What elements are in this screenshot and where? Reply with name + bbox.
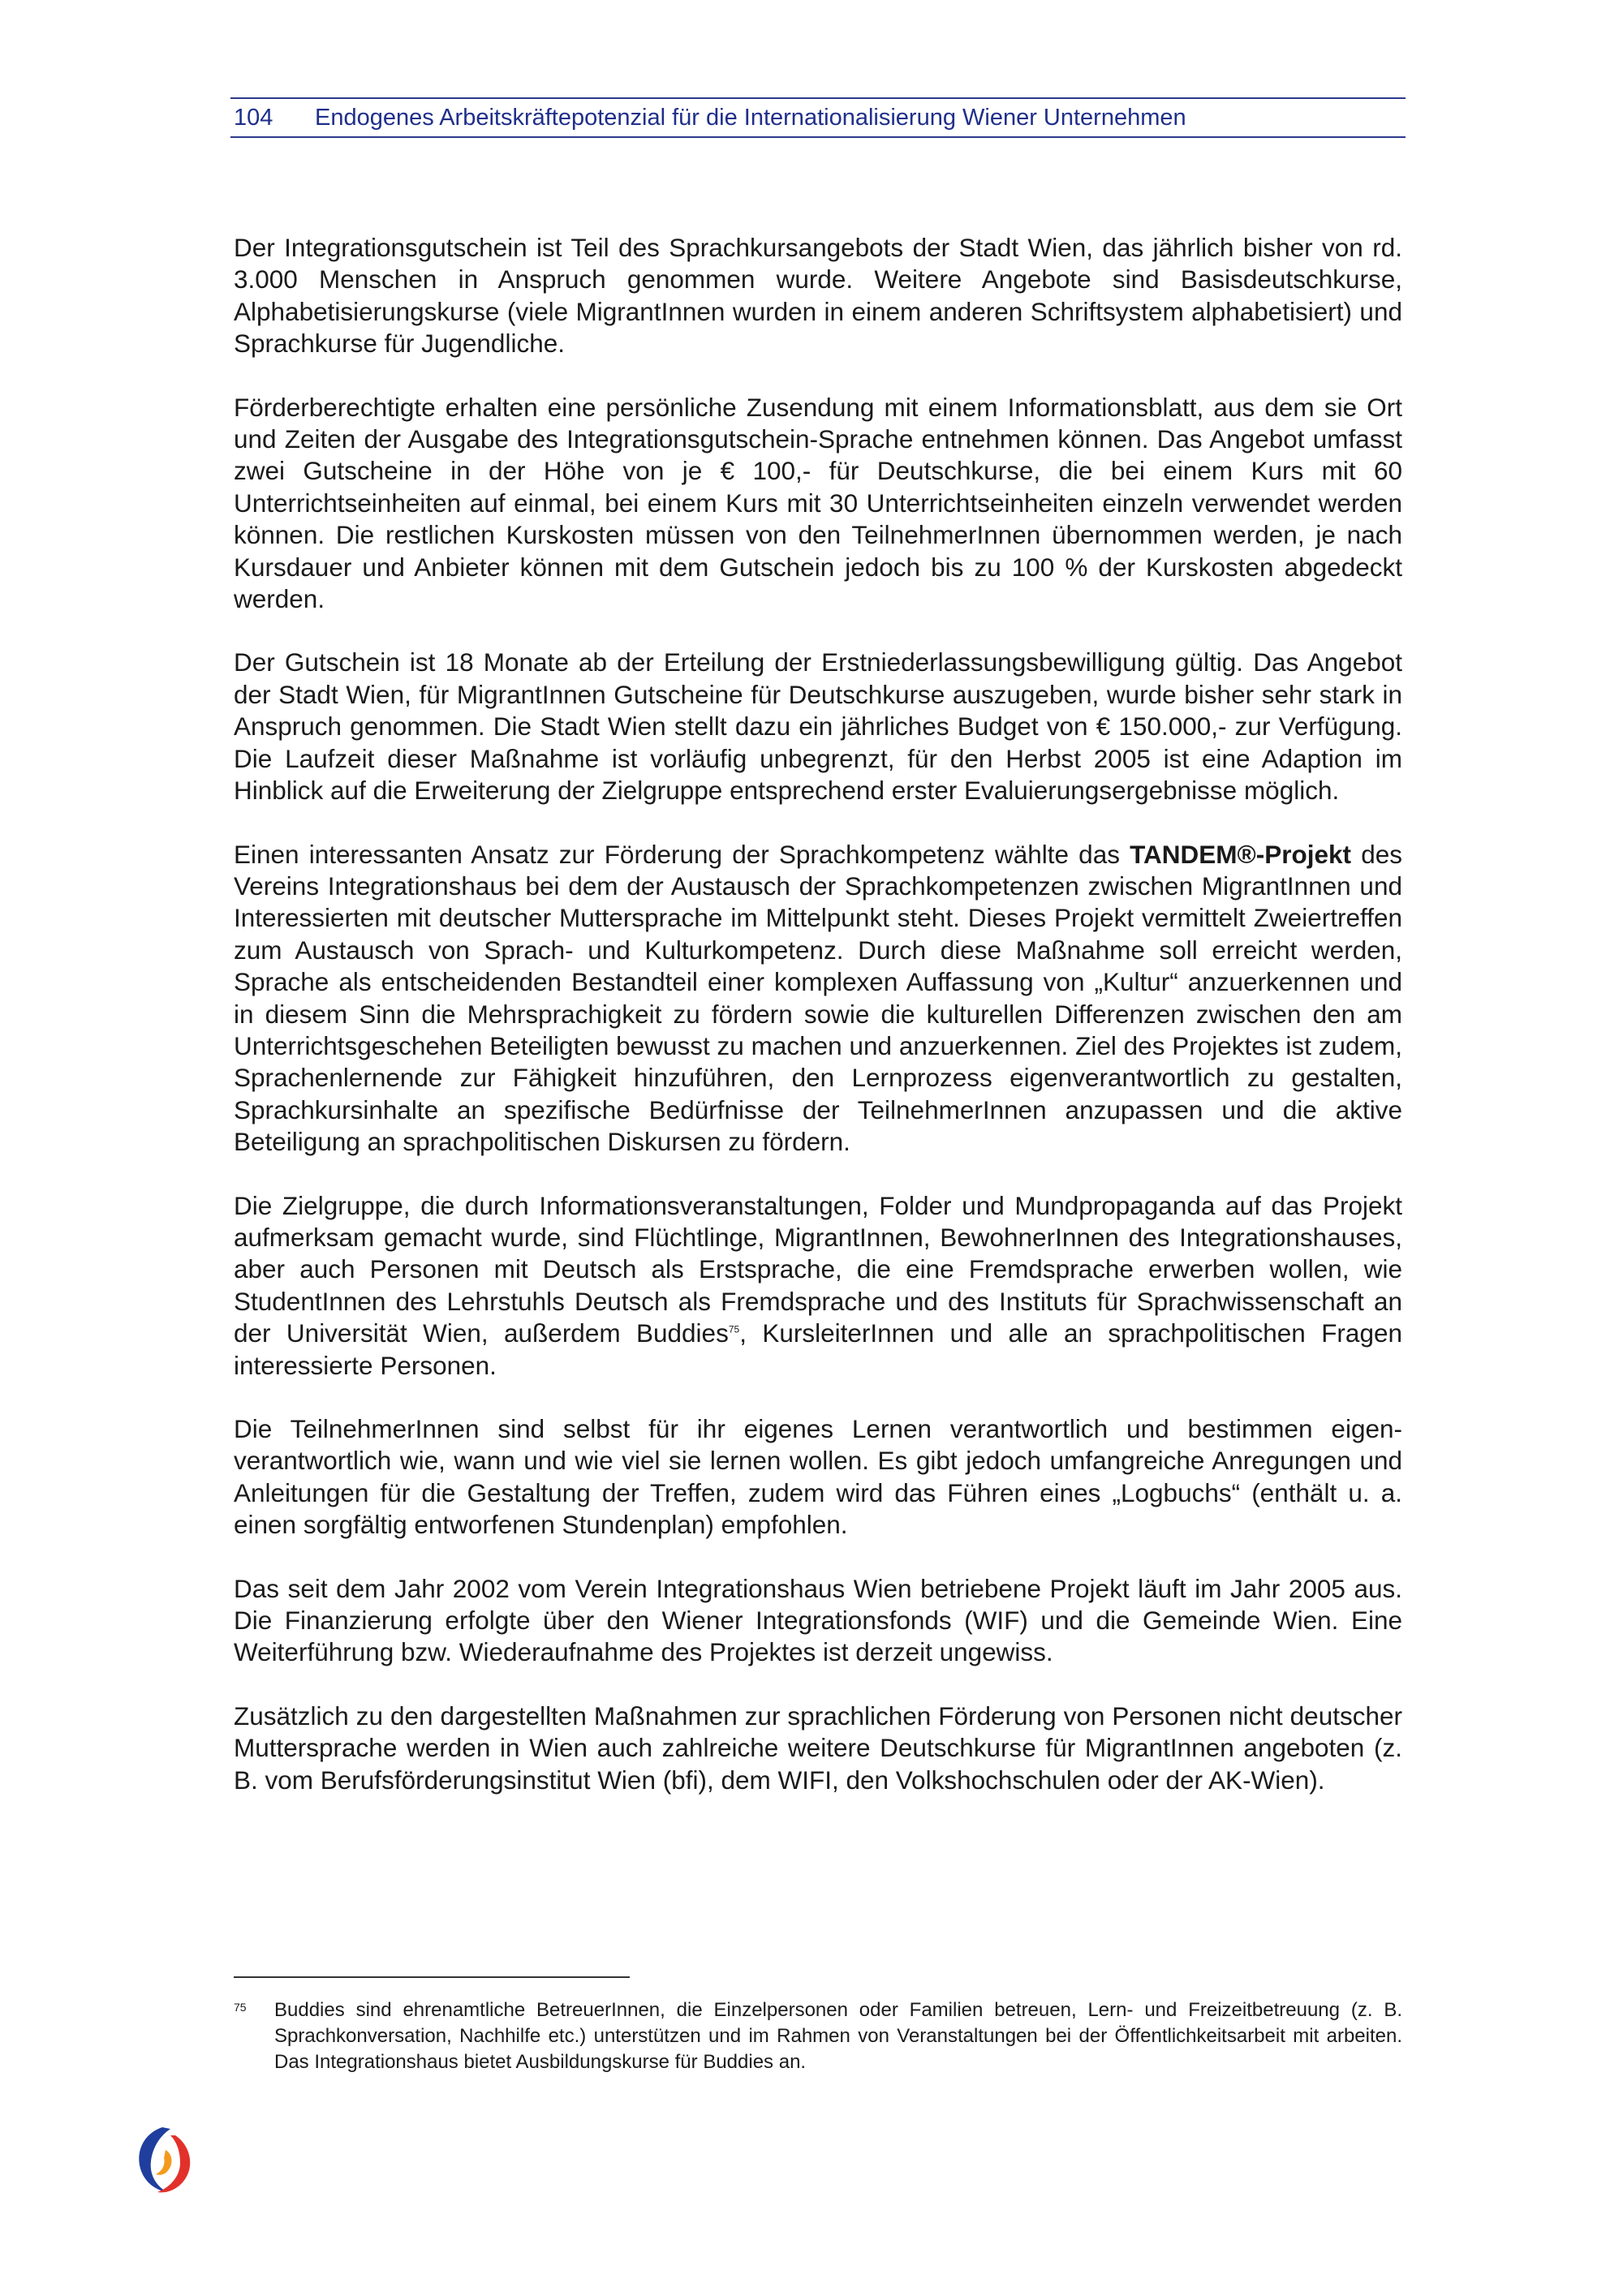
footnote-number: 75 (234, 2001, 247, 2014)
paragraph-5 (234, 1190, 1402, 1382)
footnote (234, 1997, 1402, 2075)
tandem-project-name: TANDEM®-Projekt (1130, 839, 1352, 869)
paragraph-4 (234, 839, 1402, 1159)
footnote-separator (234, 1976, 630, 1978)
paragraph-8: Zusätzlich zu den dargestellten Maßnahmen zur sprachlichen Förderung von Personen nicht deutscher Muttersprache werden in Wien auch zahlreiche weitere Deutschkurse für MigrantInnen angeboten (z. B. vom Berufsförderungsinstitut Wien (bfi), dem WIFI, den Volkshochschulen oder der AK-Wien). (234, 1701, 1402, 1795)
logo-graphic (130, 2118, 198, 2199)
paragraph-4-lead: Einen interessanten Ansatz zur Förderung der Sprachkompetenz wählte das (234, 839, 1130, 869)
paragraph-2: Förderberechtigte erhalten eine persönliche Zusendung mit einem Informationsblatt, aus dem sie Ort und Zeiten der Ausgabe des Integrationsgutschein-Sprache entnehmen können. Das Angebot umfasst zwei Gutscheine in der Höhe von je € 100,- für Deutschkurse, die bei einem Kurs mit 60 Unterrichtseinheiten auf einmal, bei einem Kurs mit 30 Unterrichtseinheiten einzeln verwendet werden können. Die restlichen Kurskosten müssen von den TeilnehmerInnen übernommen werden, je nach Kursdauer und Anbieter können mit dem Gutschein jedoch bis zu 100 % der Kurskosten abgedeckt werden. (234, 392, 1402, 614)
paragraph-5-rest: , KursleiterInnen und alle an sprachpolitischen Fragen interessierte Personen. (234, 1318, 1402, 1380)
paragraph-7: Das seit dem Jahr 2002 vom Verein Integrationshaus Wien betriebene Projekt läuft im Jahr 2005 aus. Die Finanzierung erfolgte über den Wiener Integrationsfonds (WIF) und die Gemeinde Wien. Eine Weiterführung bzw. Wiederaufnahme des Projektes ist derzeit ungewiss. (234, 1573, 1402, 1667)
main-text (234, 232, 1402, 1796)
page-number: 104 (234, 105, 273, 131)
page-header (230, 97, 1406, 138)
paragraph-5-lead: Die Zielgruppe, die durch Informationsveranstaltungen, Folder und Mundpropaganda auf das Projekt aufmerksam gemacht wurde, sind Flüchtlinge, MigrantInnen, BewohnerInnen des Integrationshauses, aber auch Personen mit Deutsch als Erstsprache, die eine Fremdsprache erwerben wollen, wie StudentInnen des Lehrstuhls Deutsch als Fremdsprache und des Instituts für Sprachwissenschaft an der Universität Wien, außerdem Buddies (234, 1190, 1402, 1348)
logo-orange-arc (156, 2150, 171, 2175)
footnote-text: Buddies sind ehrenamtliche BetreuerInnen, die Einzelpersonen oder Familien betreuen, Lern- und Freizeitbetreuung (z. B. Sprachkonversation, Nachhilfe etc.) unterstützen und im Rahmen von Veranstaltungen bei der Öffentlichkeitsarbeit mit arbeiten. Das Integrationshaus bietet Ausbildungskurse für Buddies an. (274, 1999, 1402, 2073)
logo-red-arc (157, 2135, 190, 2192)
running-title: Endogenes Arbeitskräftepotenzial für die Internationalisierung Wiener Unternehmen (315, 105, 1186, 131)
paragraph-1: Der Integrationsgutschein ist Teil des Sprachkursangebots der Stadt Wien, das jährlich bisher von rd. 3.000 Menschen in Anspruch genommen wurde. Weitere Angebote sind Basisdeutschkurse, Alphabetisierungskurse (viele MigrantInnen wurden in einem anderen Schriftsystem alphabetisiert) und Sprachkurse für Jugendliche. (234, 233, 1402, 359)
footnote-reference[interactable]: 75 (728, 1323, 740, 1335)
paragraph-3: Der Gutschein ist 18 Monate ab der Erteilung der Erstniederlassungsbewilligung gültig. Das Angebot der Stadt Wien, für MigrantInnen Gutscheine für Deutschkurse auszugeben, wurde bisher sehr stark in Anspruch genommen. Die Stadt Wien stellt dazu ein jährliches Budget von € 150.000,- zur Verfügung. Die Laufzeit dieser Maßnahme ist vorläufig unbegrenzt, für den Herbst 2005 ist eine Adaption im Hinblick auf die Erweiterung der Zielgruppe entsprechend erster Evaluierungsergebnisse möglich. (234, 647, 1402, 806)
paragraph-6: Die TeilnehmerInnen sind selbst für ihr eigenes Lernen verantwortlich und bestimmen eigenverantwortlich wie, wann und wie viel sie lernen wollen. Es gibt jedoch umfangreiche Anregungen und Anleitungen für die Gestaltung der Treffen, zudem wird das Führen eines „Logbuchs“ (enthält u. a. einen sorgfältig entworfenen Stundenplan) empfohlen. (234, 1414, 1402, 1540)
paragraph-4-rest: des Vereins Integrationshaus bei dem der Austausch der Sprachkompetenzen zwischen MigrantInnen und Interessierten mit deutscher Muttersprache im Mittelpunkt steht. Dieses Projekt vermittelt Zweiertreffen zum Austausch von Sprach- und Kulturkompetenz. Durch diese Maßnahme soll erreicht werden, Sprache als entscheidenden Bestandteil einer komplexen Auffassung von „Kultur“ anzuerkennen und in diesem Sinn die Mehrsprachigkeit zu fördern sowie die kulturellen Differenzen zwischen den am Unterrichtsgeschehen Beteiligten bewusst zu machen und anzuerkennen. Ziel des Projektes ist zudem, Sprachenlernende zur Fähigkeit hinzuführen, den Lernprozess eigenverantwortlich zu gestalten, Sprachkursinhalte an spezifische Bedürfnisse der TeilnehmerInnen anzupassen und die aktive Beteiligung an sprachpolitischen Diskursen zu fördern. (234, 839, 1402, 1157)
organisation-logo-icon (130, 2118, 198, 2199)
